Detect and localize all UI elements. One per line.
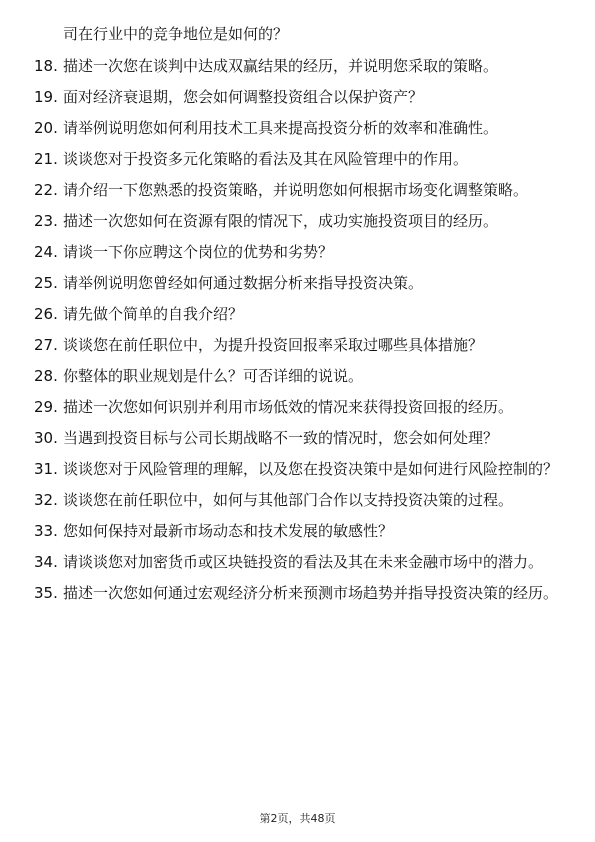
question-text: 谈谈您对于风险管理的理解，以及您在投资决策中是如何进行风险控制的？ bbox=[63, 460, 559, 478]
question-text: 请谈一下你应聘这个岗位的优势和劣势？ bbox=[63, 243, 334, 261]
question-text: 面对经济衰退期，您会如何调整投资组合以保护资产？ bbox=[63, 88, 424, 106]
question-text: 请谈谈您对加密货币或区块链投资的看法及其在未来金融市场中的潜力。 bbox=[63, 553, 544, 571]
list-item bbox=[34, 366, 574, 387]
question-number: 27. bbox=[34, 336, 58, 354]
list-item bbox=[34, 242, 574, 263]
question-text: 描述一次您在谈判中达成双赢结果的经历，并说明您采取的策略。 bbox=[63, 57, 499, 75]
question-number: 26. bbox=[34, 305, 58, 323]
question-number: 24. bbox=[34, 243, 58, 261]
question-number: 18. bbox=[34, 57, 58, 75]
list-item bbox=[34, 118, 574, 139]
question-text: 描述一次您如何在资源有限的情况下，成功实施投资项目的经历。 bbox=[63, 212, 499, 230]
list-item bbox=[34, 490, 574, 511]
question-text: 谈谈您在前任职位中，如何与其他部门合作以支持投资决策的过程。 bbox=[63, 491, 514, 509]
list-item bbox=[34, 149, 574, 170]
list-item bbox=[34, 180, 574, 201]
question-text: 谈谈您在前任职位中，为提升投资回报率采取过哪些具体措施？ bbox=[63, 336, 484, 354]
question-number: 35. bbox=[34, 584, 58, 602]
list-item bbox=[34, 521, 574, 542]
question-text: 你整体的职业规划是什么？可否详细的说说。 bbox=[63, 367, 364, 385]
list-item bbox=[34, 459, 574, 480]
question-number: 21. bbox=[34, 150, 58, 168]
list-item bbox=[34, 273, 574, 294]
question-number: 32. bbox=[34, 491, 58, 509]
list-item bbox=[34, 583, 574, 604]
list-item bbox=[34, 552, 574, 573]
question-number: 22. bbox=[34, 181, 58, 199]
question-text: 描述一次您如何识别并利用市场低效的情况来获得投资回报的经历。 bbox=[63, 398, 514, 416]
continued-question-text: 司在行业中的竞争地位是如何的？ bbox=[63, 25, 289, 43]
question-number: 23. bbox=[34, 212, 58, 230]
list-item bbox=[34, 211, 574, 232]
question-number: 29. bbox=[34, 398, 58, 416]
question-number: 28. bbox=[34, 367, 58, 385]
question-number: 31. bbox=[34, 460, 58, 478]
question-text: 当遇到投资目标与公司长期战略不一致的情况时，您会如何处理？ bbox=[63, 429, 499, 447]
question-text: 请介绍一下您熟悉的投资策略，并说明您如何根据市场变化调整策略。 bbox=[63, 181, 529, 199]
question-text: 请举例说明您曾经如何通过数据分析来指导投资决策。 bbox=[63, 274, 424, 292]
question-number: 25. bbox=[34, 274, 58, 292]
question-text: 请先做个简单的自我介绍？ bbox=[63, 305, 244, 323]
page-number: 第2页，共48页 bbox=[259, 812, 336, 825]
list-item bbox=[34, 335, 574, 356]
question-text: 谈谈您对于投资多元化策略的看法及其在风险管理中的作用。 bbox=[63, 150, 469, 168]
question-text: 描述一次您如何通过宏观经济分析来预测市场趋势并指导投资决策的经历。 bbox=[63, 584, 559, 602]
question-number: 33. bbox=[34, 522, 58, 540]
page-footer bbox=[0, 812, 595, 826]
list-item bbox=[34, 87, 574, 108]
question-number: 34. bbox=[34, 553, 58, 571]
list-item bbox=[34, 304, 574, 325]
question-number: 20. bbox=[34, 119, 58, 137]
question-text: 您如何保持对最新市场动态和技术发展的敏感性？ bbox=[63, 522, 394, 540]
list-item bbox=[34, 56, 574, 77]
question-text: 请举例说明您如何利用技术工具来提高投资分析的效率和准确性。 bbox=[63, 119, 499, 137]
question-number: 30. bbox=[34, 429, 58, 447]
list-item bbox=[34, 428, 574, 449]
question-number: 19. bbox=[34, 88, 58, 106]
question-list bbox=[34, 24, 574, 604]
list-item bbox=[34, 397, 574, 418]
